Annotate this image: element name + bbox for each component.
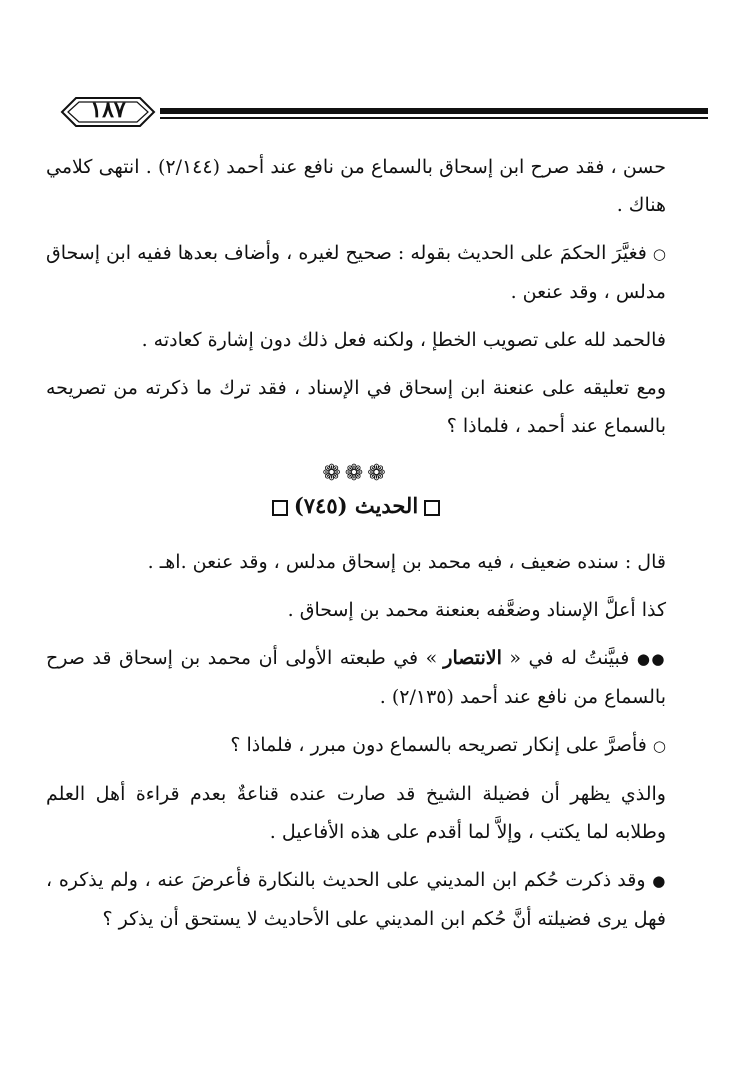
circle-bullet-icon: ○ — [652, 737, 666, 755]
paragraph — [46, 861, 666, 938]
paragraph — [46, 321, 666, 359]
paragraph-text: فغيَّرَ الحكمَ على الحديث بقوله : صحيح لغيره ، وأضاف بعدها ففيه ابن إسحاق مدلس ، وقد عنعن . — [46, 242, 666, 303]
paragraph — [46, 639, 666, 716]
paragraph-text: فالحمد لله على تصويب الخطإ ، ولكنه فعل ذلك دون إشارة كعادته . — [141, 329, 666, 351]
section-heading — [46, 487, 666, 525]
paragraph-text: وقد ذكرت حُكم ابن المديني على الحديث بالنكارة فأعرضَ عنه ، ولم يذكره ، فهل يرى فضيلته أنَّ حُكم ابن المديني على الأحاديث لا يستحق أن يذكر ؟ — [46, 869, 666, 930]
paragraph — [46, 369, 666, 445]
paragraph — [46, 726, 666, 765]
paragraph — [46, 234, 666, 311]
header-rule-thin — [160, 117, 708, 119]
ornament-divider-icon: ❁❁❁ — [322, 461, 390, 486]
paragraph-text: قال : سنده ضعيف ، فيه محمد بن إسحاق مدلس ، وقد عنعن .اهـ . — [147, 551, 666, 573]
square-bullet-icon — [424, 500, 440, 516]
paragraph-text: حسن ، فقد صرح ابن إسحاق بالسماع من نافع عند أحمد (٢/١٤٤) . انتهى كلامي هناك . — [46, 156, 666, 216]
paragraph — [46, 543, 666, 581]
paragraph-text: » في طبعته الأولى أن محمد بن إسحاق قد صرح بالسماع من نافع عند أحمد (٢/١٣٥) . — [46, 647, 666, 708]
book-title: الانتصار — [443, 647, 502, 669]
dot-bullet-icon: ● — [652, 872, 666, 890]
section-heading-text: الحديث (٧٤٥) — [293, 493, 419, 518]
page-number: ١٨٧ — [90, 97, 126, 123]
header-rule-thick — [160, 108, 708, 114]
paragraph-text: فأصرَّ على إنكار تصريحه بالسماع دون مبرر ، فلماذا ؟ — [230, 734, 647, 756]
paragraph-text: والذي يظهر أن فضيلة الشيخ قد صارت عنده قناعةٌ بعدم قراءة أهل العلم وطلابه لما يكتب ، وإلاَّ لما أقدم على هذه الأفاعيل . — [46, 783, 666, 843]
square-bullet-icon — [272, 500, 288, 516]
paragraph — [46, 775, 666, 851]
page-header — [56, 92, 708, 132]
circle-bullet-icon: ○ — [652, 245, 666, 263]
paragraph-text: فبيَّنتُ له في « — [501, 647, 630, 669]
paragraph-text: كذا أعلَّ الإسناد وضعَّفه بعنعنة محمد بن إسحاق . — [287, 599, 666, 621]
page-body — [46, 148, 666, 948]
double-dot-bullet-icon: ●● — [636, 650, 666, 668]
paragraph — [46, 591, 666, 629]
paragraph-text: ومع تعليقه على عنعنة ابن إسحاق في الإسناد ، فقد ترك ما ذكرته من تصريحه بالسماع عند أحمد ، فلماذا ؟ — [46, 377, 666, 437]
paragraph — [46, 148, 666, 224]
